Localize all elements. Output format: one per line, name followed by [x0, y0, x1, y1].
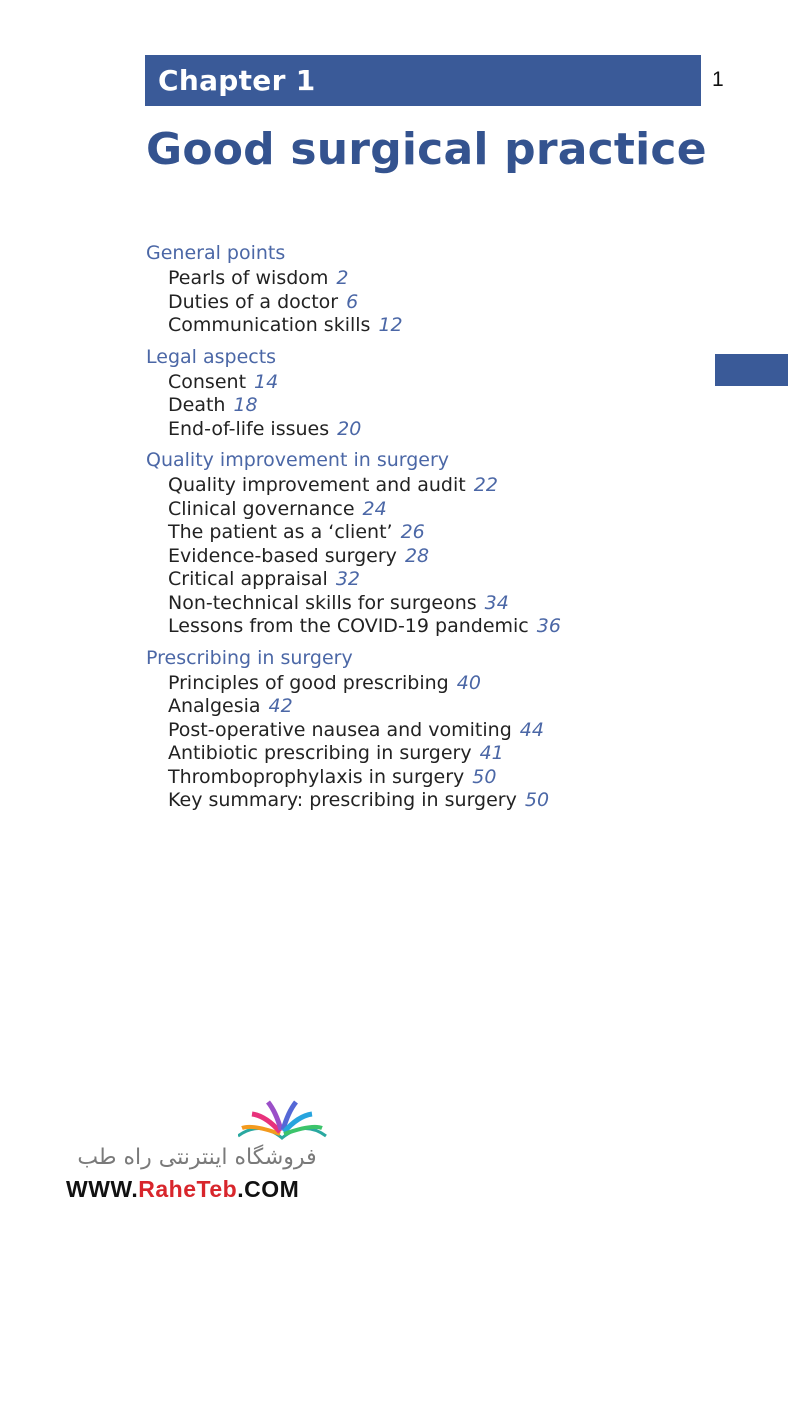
watermark-logo [66, 1098, 336, 1208]
toc-entry [146, 789, 706, 813]
toc-entry [146, 474, 706, 498]
toc-section-heading: Legal aspects [146, 345, 277, 368]
toc-entry [146, 291, 706, 315]
toc-entry-title: Lessons from the COVID-19 pandemic [168, 615, 529, 637]
toc-section-heading: Prescribing in surgery [146, 646, 353, 669]
toc-entry-title: Quality improvement and audit [168, 474, 466, 496]
toc-entry-page: 22 [473, 474, 498, 496]
toc-entry-page: 44 [519, 718, 544, 741]
toc-entry-page: 26 [400, 521, 425, 543]
watermark-url-suffix: .COM [237, 1176, 300, 1202]
toc-entry-title: Communication skills [168, 314, 371, 336]
toc-entry-title: Principles of good prescribing [168, 671, 449, 694]
toc-entry [146, 545, 706, 569]
toc-entry [146, 314, 706, 338]
toc-entry-title: The patient as a ‘client’ [168, 521, 393, 543]
toc-entry [146, 521, 706, 545]
toc-entry-page: 50 [472, 765, 497, 788]
toc-entry [146, 766, 706, 790]
toc-entry [146, 742, 706, 766]
toc-section [146, 344, 706, 442]
watermark-persian-text: فروشگاه اینترنتی راه طب [77, 1145, 317, 1170]
toc-entry-page: 41 [479, 742, 504, 764]
toc-entry-title: Clinical governance [168, 497, 355, 520]
toc-entry [146, 719, 706, 743]
watermark-url [66, 1176, 299, 1203]
toc-section [146, 240, 706, 338]
toc-entry-title: Critical appraisal [168, 568, 328, 590]
toc-section-heading: General points [146, 242, 286, 264]
toc-entry [146, 498, 706, 522]
open-book-icon [238, 1098, 328, 1144]
toc-entry-page: 14 [254, 370, 279, 393]
toc-entry-page: 36 [536, 615, 561, 637]
toc-section [146, 447, 706, 639]
toc-section-heading: Quality improvement in surgery [146, 449, 450, 471]
toc-entry [146, 267, 706, 291]
thumb-index-tab [715, 354, 788, 386]
toc-entry-page: 2 [336, 267, 349, 289]
toc-entry [146, 394, 706, 418]
toc-entry-title: Analgesia [168, 695, 261, 717]
toc-entry [146, 695, 706, 719]
toc-entry-page: 28 [404, 544, 430, 567]
toc-entry-title: End-of-life issues [168, 417, 330, 440]
toc-entry-page: 24 [362, 497, 387, 520]
toc-entry-page: 50 [524, 789, 550, 811]
toc-entry-page: 20 [337, 417, 362, 440]
toc-entry-page: 12 [378, 314, 403, 336]
toc-entry-title: Evidence-based surgery [168, 544, 397, 567]
toc-entry-title: Key summary: prescribing in surgery [168, 789, 517, 811]
toc-entry-page: 18 [233, 394, 258, 416]
page-number: 1 [712, 68, 724, 91]
toc-entry-page: 34 [484, 591, 509, 614]
toc-entry-title: Non-technical skills for surgeons [168, 591, 477, 614]
toc-entry-title: Post-operative nausea and vomiting [168, 718, 512, 741]
toc-entry [146, 615, 706, 639]
toc-entry-title: Thromboprophylaxis in surgery [168, 765, 465, 788]
toc-entry [146, 371, 706, 395]
toc-entry-title: Death [168, 394, 226, 416]
watermark-url-prefix: WWW. [66, 1176, 139, 1202]
toc-entry-title: Pearls of wisdom [168, 267, 329, 289]
chapter-banner [145, 55, 701, 106]
toc-entry-page: 40 [456, 671, 481, 694]
toc-entry-title: Antibiotic prescribing in surgery [168, 742, 472, 764]
toc-entry [146, 672, 706, 696]
toc-section [146, 645, 706, 813]
table-of-contents [146, 240, 706, 819]
chapter-label: Chapter 1 [158, 64, 316, 97]
page-title: Good surgical practice [146, 124, 707, 175]
toc-entry [146, 592, 706, 616]
watermark-url-brand: RaheTeb [138, 1176, 238, 1202]
toc-entry [146, 418, 706, 442]
toc-entry-title: Duties of a doctor [168, 290, 339, 313]
toc-entry [146, 568, 706, 592]
toc-entry-page: 42 [268, 695, 293, 717]
toc-entry-page: 32 [335, 568, 360, 590]
toc-entry-page: 6 [346, 290, 359, 313]
toc-entry-title: Consent [168, 370, 247, 393]
